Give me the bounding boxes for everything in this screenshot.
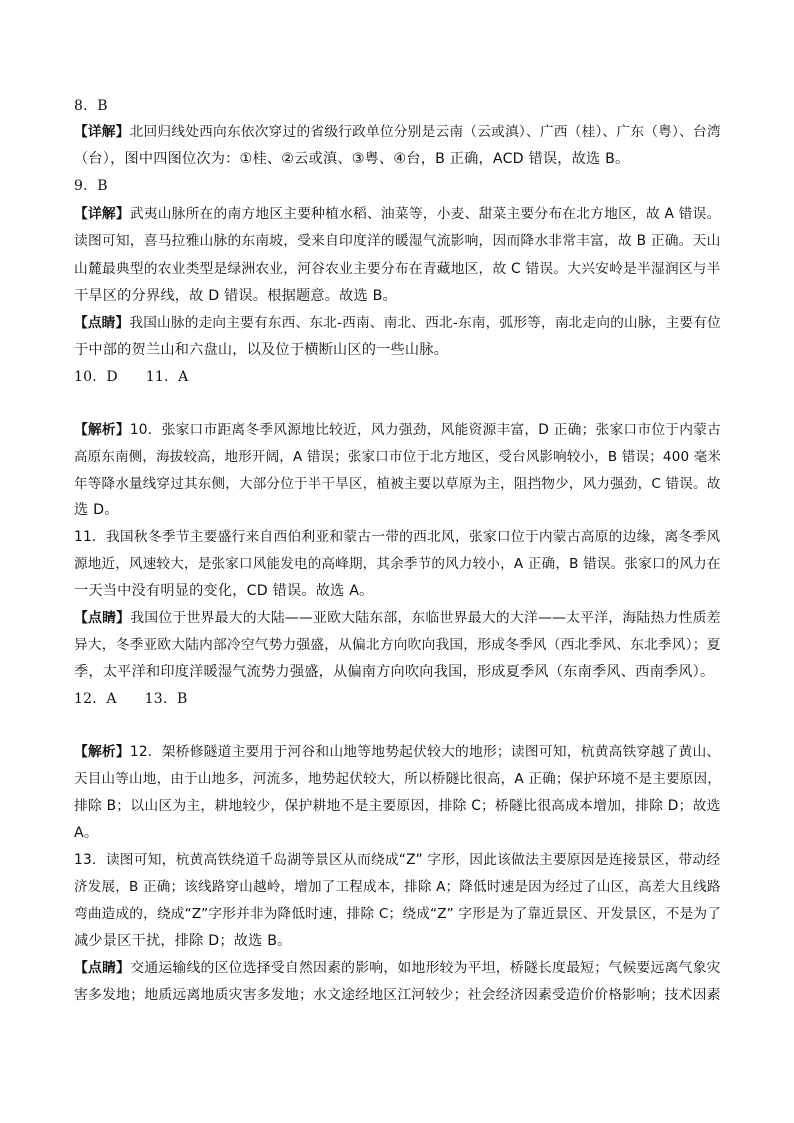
tip-9-cont: 于中部的贺兰山和六盘山，以及位于横断山区的一些山脉。 (74, 342, 449, 358)
label-tag: 【解析】 (74, 422, 130, 438)
tip-11-cont: 异大，冬季亚欧大陆内部冷空气势力强盛，从偏北方向吹向我国，形成冬季风（西北季风、东北季风）；夏 (74, 637, 721, 653)
analysis-12-cont: 天目山等山地，由于山地多，河流多，地势起伏较大，所以桥隧比很高，A 正确；保护环境不是主要原因， (74, 771, 722, 787)
tip-13: 【点睛】交通运输线的区位选择受自然因素的影响，如地形较为平坦，桥隧长度最短；气候要远离气象灾 (74, 960, 721, 976)
label-tag: 【解析】 (74, 744, 130, 760)
label-tag: 【点睛】 (74, 315, 130, 331)
analysis-13: 13．读图可知，杭黄高铁绕道千岛湖等景区从而绕成“Z” 字形，因此该做法主要原因是连接景区，带动经 (74, 852, 721, 868)
answer-10-11: 10．D 11．A (74, 369, 189, 385)
tip-9: 【点睛】我国山脉的走向主要有东西、东北-西南、南北、西北-东南，弧形等，南北走向的山脉，主要有位 (74, 315, 721, 331)
analysis-12-cont: 排除 B；以山区为主，耕地较少，保护耕地不是主要原因，排除 C；桥隧比很高成本增加，排除 D；故选 (74, 798, 721, 814)
answer-12-13: 12．A 13．B (74, 691, 188, 707)
label-tag: 【点睛】 (74, 610, 131, 626)
explanation-9-cont: 山麓最典型的农业类型是绿洲农业，河谷农业主要分布在青藏地区，故 C 错误。大兴安岭是半湿润区与半 (74, 261, 721, 277)
explanation-9-cont: 干旱区的分界线，故 D 错误。根据题意。故选 B。 (74, 288, 397, 304)
analysis-12-cont: A。 (74, 825, 99, 841)
explanation-8: 【详解】北回归线处西向东依次穿过的省级行政单位分别是云南（云或滇）、广西（桂）、广东（粤）、台湾 (74, 124, 721, 140)
analysis-11: 11．我国秋冬季节主要盛行来自西伯利亚和蒙古一带的西北风，张家口位于内蒙古高原的边缘，离冬季风 (74, 529, 721, 545)
analysis-11-cont: 一天当中没有明显的变化，CD 错误。故选 A。 (74, 583, 374, 599)
answer-9: 9．B (74, 178, 108, 194)
explanation-9-cont: 读图可知，喜马拉雅山脉的东南坡，受来自印度洋的暖湿气流影响，因而降水非常丰富，故 B 正确。天山 (74, 233, 721, 249)
analysis-13-cont: 减少景区干扰，排除 D；故选 B。 (74, 933, 292, 949)
label-tag: 【详解】 (74, 206, 130, 222)
analysis-12: 【解析】12．架桥修隧道主要用于河谷和山地等地势起伏较大的地形；读图可知，杭黄高铁穿越了黄山、 (74, 744, 721, 760)
label-tag: 【详解】 (74, 124, 130, 140)
analysis-13-cont: 济发展，B 正确；该线路穿山越岭，增加了工程成本，排除 A；降低时速是因为经过了山区，高差大且线路 (74, 879, 721, 895)
label-tag: 【点睛】 (74, 960, 131, 976)
tip-11-cont: 季，太平洋和印度洋暖湿气流势力强盛，从偏南方向吹向我国，形成夏季风（东南季风、西南季风）。 (74, 664, 715, 680)
analysis-10-cont: 年等降水量线穿过其东侧，大部分位于半干旱区，植被主要以草原为主，阻挡物少，风力强劲，C 错误。故 (74, 476, 721, 492)
explanation-9: 【详解】武夷山脉所在的南方地区主要种植水稻、油菜等，小麦、甜菜主要分布在北方地区，故 A 错误。 (74, 206, 721, 222)
analysis-10-cont: 高原东南侧，海拔较高，地形开阔，A 错误；张家口市位于北方地区，受台风影响较小，B 错误；400 毫米 (74, 449, 722, 465)
analysis-13-cont: 弯曲造成的，绕成“Z”字形并非为降低时速，排除 C；绕成“Z” 字形是为了靠近景区、开发景区，不是为了 (74, 906, 722, 922)
answer-8: 8．B (74, 98, 108, 114)
analysis-11-cont: 源地近，风速较大，是张家口风能发电的高峰期，其余季节的风力较小，A 正确，B 错误。张家口的风力在 (74, 556, 721, 572)
tip-13-cont: 害多发地；地质远离地质灾害多发地；水文途经地区江河较少；社会经济因素受造价价格影响；技术因素 (74, 987, 721, 1003)
explanation-8-cont: （台），图中四图位次为：①桂、②云或滇、③粤、④台，B 正确，ACD 错误，故选 B。 (74, 151, 630, 167)
analysis-10: 【解析】10．张家口市距离冬季风源地比较近，风力强劲，风能资源丰富，D 正确；张家口市位于内蒙古 (74, 422, 722, 438)
analysis-10-cont: 选 D。 (74, 502, 119, 518)
tip-11: 【点睛】我国位于世界最大的大陆——亚欧大陆东部，东临世界最大的大洋——太平洋，海陆热力性质差 (74, 610, 721, 626)
